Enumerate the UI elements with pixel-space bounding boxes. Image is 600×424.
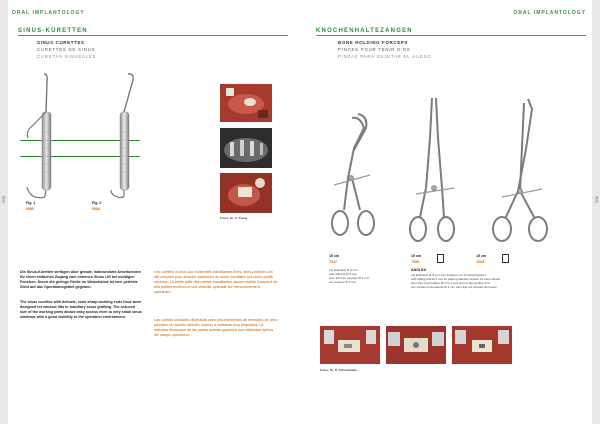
left-section-title: SINUS-KÜRETTEN	[18, 28, 88, 34]
surgery-photo-1	[220, 84, 272, 122]
forceps-2-tip-symbol	[437, 254, 444, 263]
left-body-en: The sinus curettes with delicate, semi-sharp working ends have been designed for window lifts in maxillary sinus grafting. The reduced size of the working parts allows easy access even to very small sinus windows with a good visibility to the operation environment.	[20, 300, 142, 319]
left-subtitle-fr: CURETTES DE SINUS	[37, 47, 96, 52]
forceps-1-size: 15 cm	[329, 254, 340, 258]
page-number-right: 201	[594, 196, 599, 203]
fig-1-code: 0085	[26, 207, 34, 211]
bone-holding-forceps-2-image	[400, 92, 470, 247]
right-subtitle-fr: PINCES POUR TENIR D'OS	[338, 47, 411, 52]
left-running-header: ORAL IMPLANTOLOGY	[12, 10, 85, 16]
bone-holding-forceps-3-image	[484, 95, 564, 247]
surgery-photo-2	[220, 173, 272, 213]
sinus-curette-2-image	[100, 72, 145, 200]
right-section-title: KNOCHENHALTEZANGEN	[316, 28, 413, 34]
sinus-curette-1-image	[22, 72, 72, 200]
bone-block-photo-2	[386, 326, 446, 364]
right-side-margin	[592, 0, 600, 424]
fig-2-label: Fig. 2	[92, 201, 102, 205]
left-title-rule	[18, 35, 288, 36]
left-subtitle-en: SINUS CURETTES	[37, 40, 85, 45]
right-running-header: ORAL IMPLANTOLOGY	[513, 10, 586, 16]
forceps-3-code: 7053	[476, 260, 484, 264]
left-photo-caption: Fotos: Dr. A. Tseng	[220, 216, 248, 220]
fig-2-code: 0086	[92, 207, 100, 211]
left-subtitle-es: CURETAS SINUSALES	[37, 54, 97, 59]
forceps-3-tip-symbol	[502, 254, 509, 263]
forceps-shared-description: mit Endstück Ø 3 mm zum Fixieren von Knochenblöcken with drilling bits Ø 3 mm for placing titanium screws for bone blocks avec bits d'perforation Ø 3 mm pour ancrer des greffes d'os con puntas perforadoras Ø 3 mm para fijar los bloques de hueso	[411, 273, 501, 289]
fig-1-label: Fig. 1	[26, 201, 36, 205]
xray-photo	[220, 128, 272, 168]
bone-holding-forceps-1-image	[322, 110, 392, 245]
left-side-margin	[0, 0, 8, 424]
right-subtitle-es: PINZAS PARA SUJETAR EL HUESO	[338, 54, 432, 59]
left-body-fr: Les curettes à sinus aux extrémités travaillantes fines, semi-pointues ont été conçues pour accéder facilement au sinus maxillaire lors d'une greffe osseuse. La petite taille des parties travaillantes assure facilité d'accès à de très petites fenêtres et une visibilité optimale sur l'environnement opératoire.	[154, 270, 278, 294]
bone-block-photo-1	[320, 326, 380, 364]
forceps-1-code: 7047	[329, 260, 337, 264]
forceps-2-size: 15 cm	[411, 254, 422, 258]
angled-label: ANGLED	[411, 268, 427, 272]
right-photo-caption: Fotos: Dr. D. Schneidewin	[320, 368, 358, 372]
forceps-1-description: mit Endstück Ø 3 mm with drill bits Ø 3 mm pour foret de perçage Ø 3 mm con soporte Ø 3 mm	[329, 268, 370, 284]
forceps-3-size: 15 cm	[476, 254, 487, 258]
forceps-2-code: 7050	[411, 260, 419, 264]
right-title-rule	[316, 35, 586, 36]
left-body-es: Las curetas sinusales diseñadas para procedimientos de elevación de seno permiten un acceso sencillo, incluso a ventanas muy pequeñas. La reducida dimensión de las partes activas garantiza una visibilidad óptima del campo operatorio.	[154, 318, 278, 337]
right-subtitle-en: BONE HOLDING FORCEPS	[338, 40, 409, 45]
page-number-left: 200	[1, 196, 6, 203]
bone-block-photo-3	[452, 326, 512, 364]
left-body-de: Die Sinus-Küretten verfügen über gerade, halbrundarte Arbeitsenden für einen einfachen Zugang zum externen Sinus Lift bei muldigen Fenstern. Durch die geringe Größe im Winkelstück ist eine perfekte Sicht auf das Operationsgebiet gegeben.	[20, 270, 141, 289]
